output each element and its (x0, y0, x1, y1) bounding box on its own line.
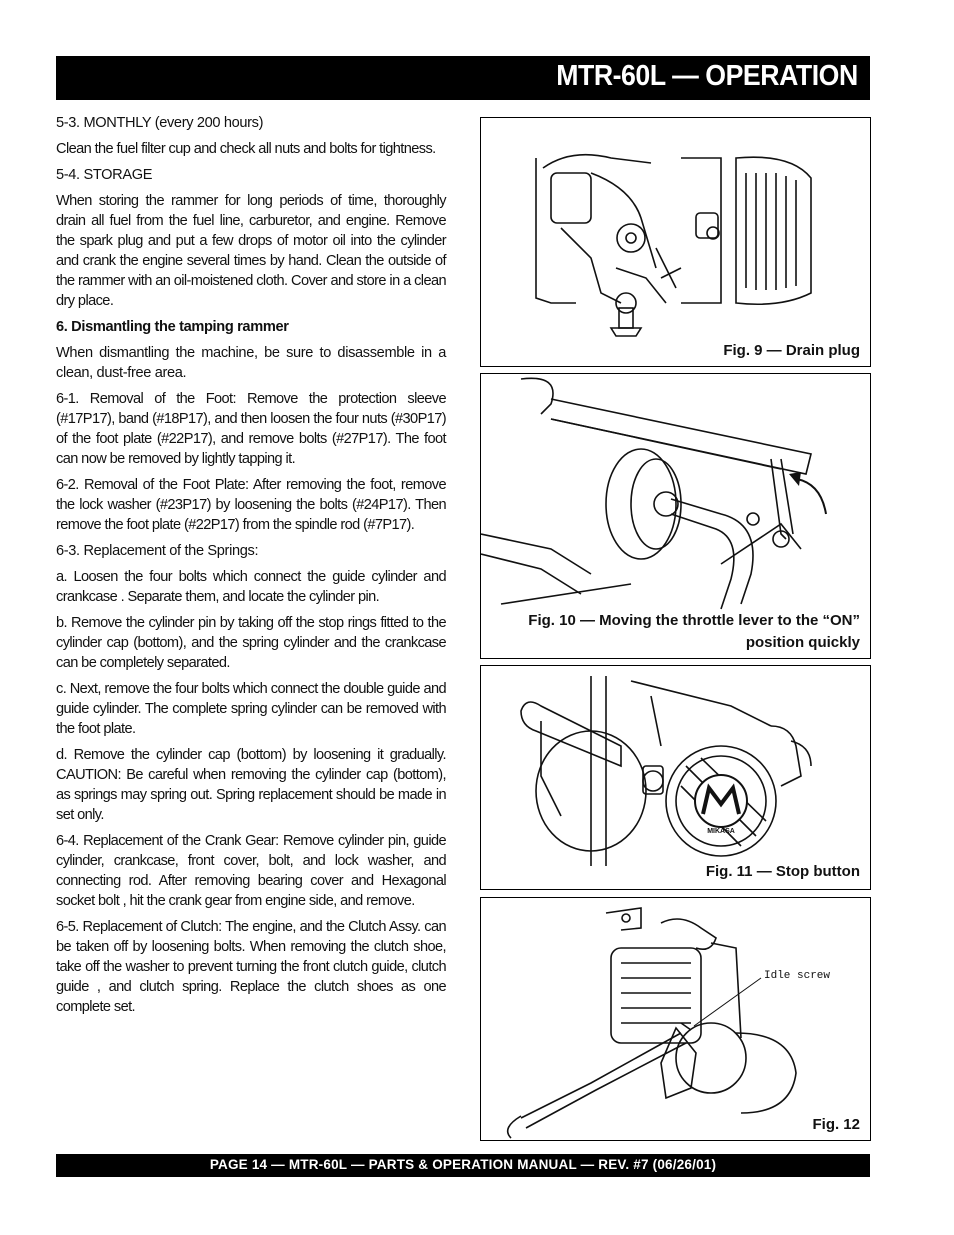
idle-screw-label: Idle screw (764, 970, 831, 982)
figure-11-stop-button (480, 665, 871, 890)
section-5-4-text: When storing the rammer for long periods of time, thoroughly drain all fuel from the fuel line, carburetor, and engine. Remove the spark plug and put a few drops of motor oil into the cylinder and crank the engine several times by hand. Clean the outside of the rammer with an oil-moistened cloth. Cover and store in a clean dry place. (56, 193, 446, 309)
section-6-1-text: 6-1. Removal of the Foot: Remove the protection sleeve (#17P17), band (#18P17), and then loosen the four nuts (#30P17) of the foot plate (#22P17), and remove bolts (#27P17). The foot can now be removed by lightly tapping it. (56, 391, 446, 467)
stop-button-illustration (481, 666, 870, 889)
body-text-column (56, 113, 446, 1023)
figure-10-caption: Fig. 10 — Moving the throttle lever to the “ON” position quickly (528, 612, 860, 651)
section-6-4-text: 6-4. Replacement of the Crank Gear: Remove cylinder pin, guide cylinder, crankcase, front cover, bolt, and lock washer, and connecting rod. After removing bearing cover and Hexagonal socket bolt , hit the crank gear from engine side, and remove. (56, 833, 446, 909)
section-5-3-text: Clean the fuel filter cup and check all nuts and bolts for tightness. (56, 141, 436, 157)
section-6-3-heading: 6-3. Replacement of the Springs: (56, 543, 259, 559)
section-5-3-heading: 5-3. MONTHLY (every 200 hours) (56, 115, 264, 131)
section-6-3-b: b. Remove the cylinder pin by taking off the stop rings fitted to the cylinder cap (bottom), and the spring cylinder and the crankcase can be completely separated. (56, 615, 446, 671)
section-5-4-heading: 5-4. STORAGE (56, 167, 153, 183)
section-6-3-a: a. Loosen the four bolts which connect the guide cylinder and crankcase . Separate them, and locate the cylinder pin. (56, 569, 446, 605)
header-bar (56, 56, 870, 100)
figure-10-throttle-lever (480, 373, 871, 659)
figure-12-idle-screw (480, 897, 871, 1141)
page-title: MTR-60L — OPERATION (556, 60, 858, 92)
figure-9-drain-plug (480, 117, 871, 367)
section-6-intro: When dismantling the machine, be sure to disassemble in a clean, dust-free area. (56, 345, 446, 381)
section-6-2-text: 6-2. Removal of the Foot Plate: After removing the foot, remove the lock washer (#23P17) by loosening the bolts (#24P17). Then remove the foot plate (#22P17) from the spindle rod (#7P17). (56, 477, 446, 533)
footer-text: PAGE 14 — MTR-60L — PARTS & OPERATION MANUAL — REV. #7 (06/26/01) (209, 1157, 717, 1172)
mikasa-logo-text: MIKASA (707, 828, 735, 835)
section-6-5-text: 6-5. Replacement of Clutch: The engine, and the Clutch Assy. can be taken off by loosening bolts. When removing the clutch shoe, take off the washer to prevent turning the front clutch guide, clutch guide , and clutch spring. Replace the clutch shoes as one complete set. (56, 919, 446, 1015)
section-6-heading: 6. Dismantling the tamping rammer (56, 319, 289, 335)
drain-plug-illustration (481, 118, 870, 366)
footer-bar (56, 1154, 870, 1177)
figure-12-caption: Fig. 12 (812, 1116, 860, 1133)
section-6-3-c: c. Next, remove the four bolts which connect the double guide and guide cylinder. The complete spring cylinder can be removed with the foot plate. (56, 681, 446, 737)
figure-11-caption: Fig. 11 — Stop button (705, 863, 860, 880)
section-6-3-d: d. Remove the cylinder cap (bottom) by loosening it gradually. CAUTION: Be careful when removing the cylinder cap (bottom), as springs may spring out. Spring replacement should be made in set only. (56, 747, 446, 823)
idle-screw-illustration (481, 898, 870, 1140)
figure-9-caption: Fig. 9 — Drain plug (723, 342, 860, 359)
